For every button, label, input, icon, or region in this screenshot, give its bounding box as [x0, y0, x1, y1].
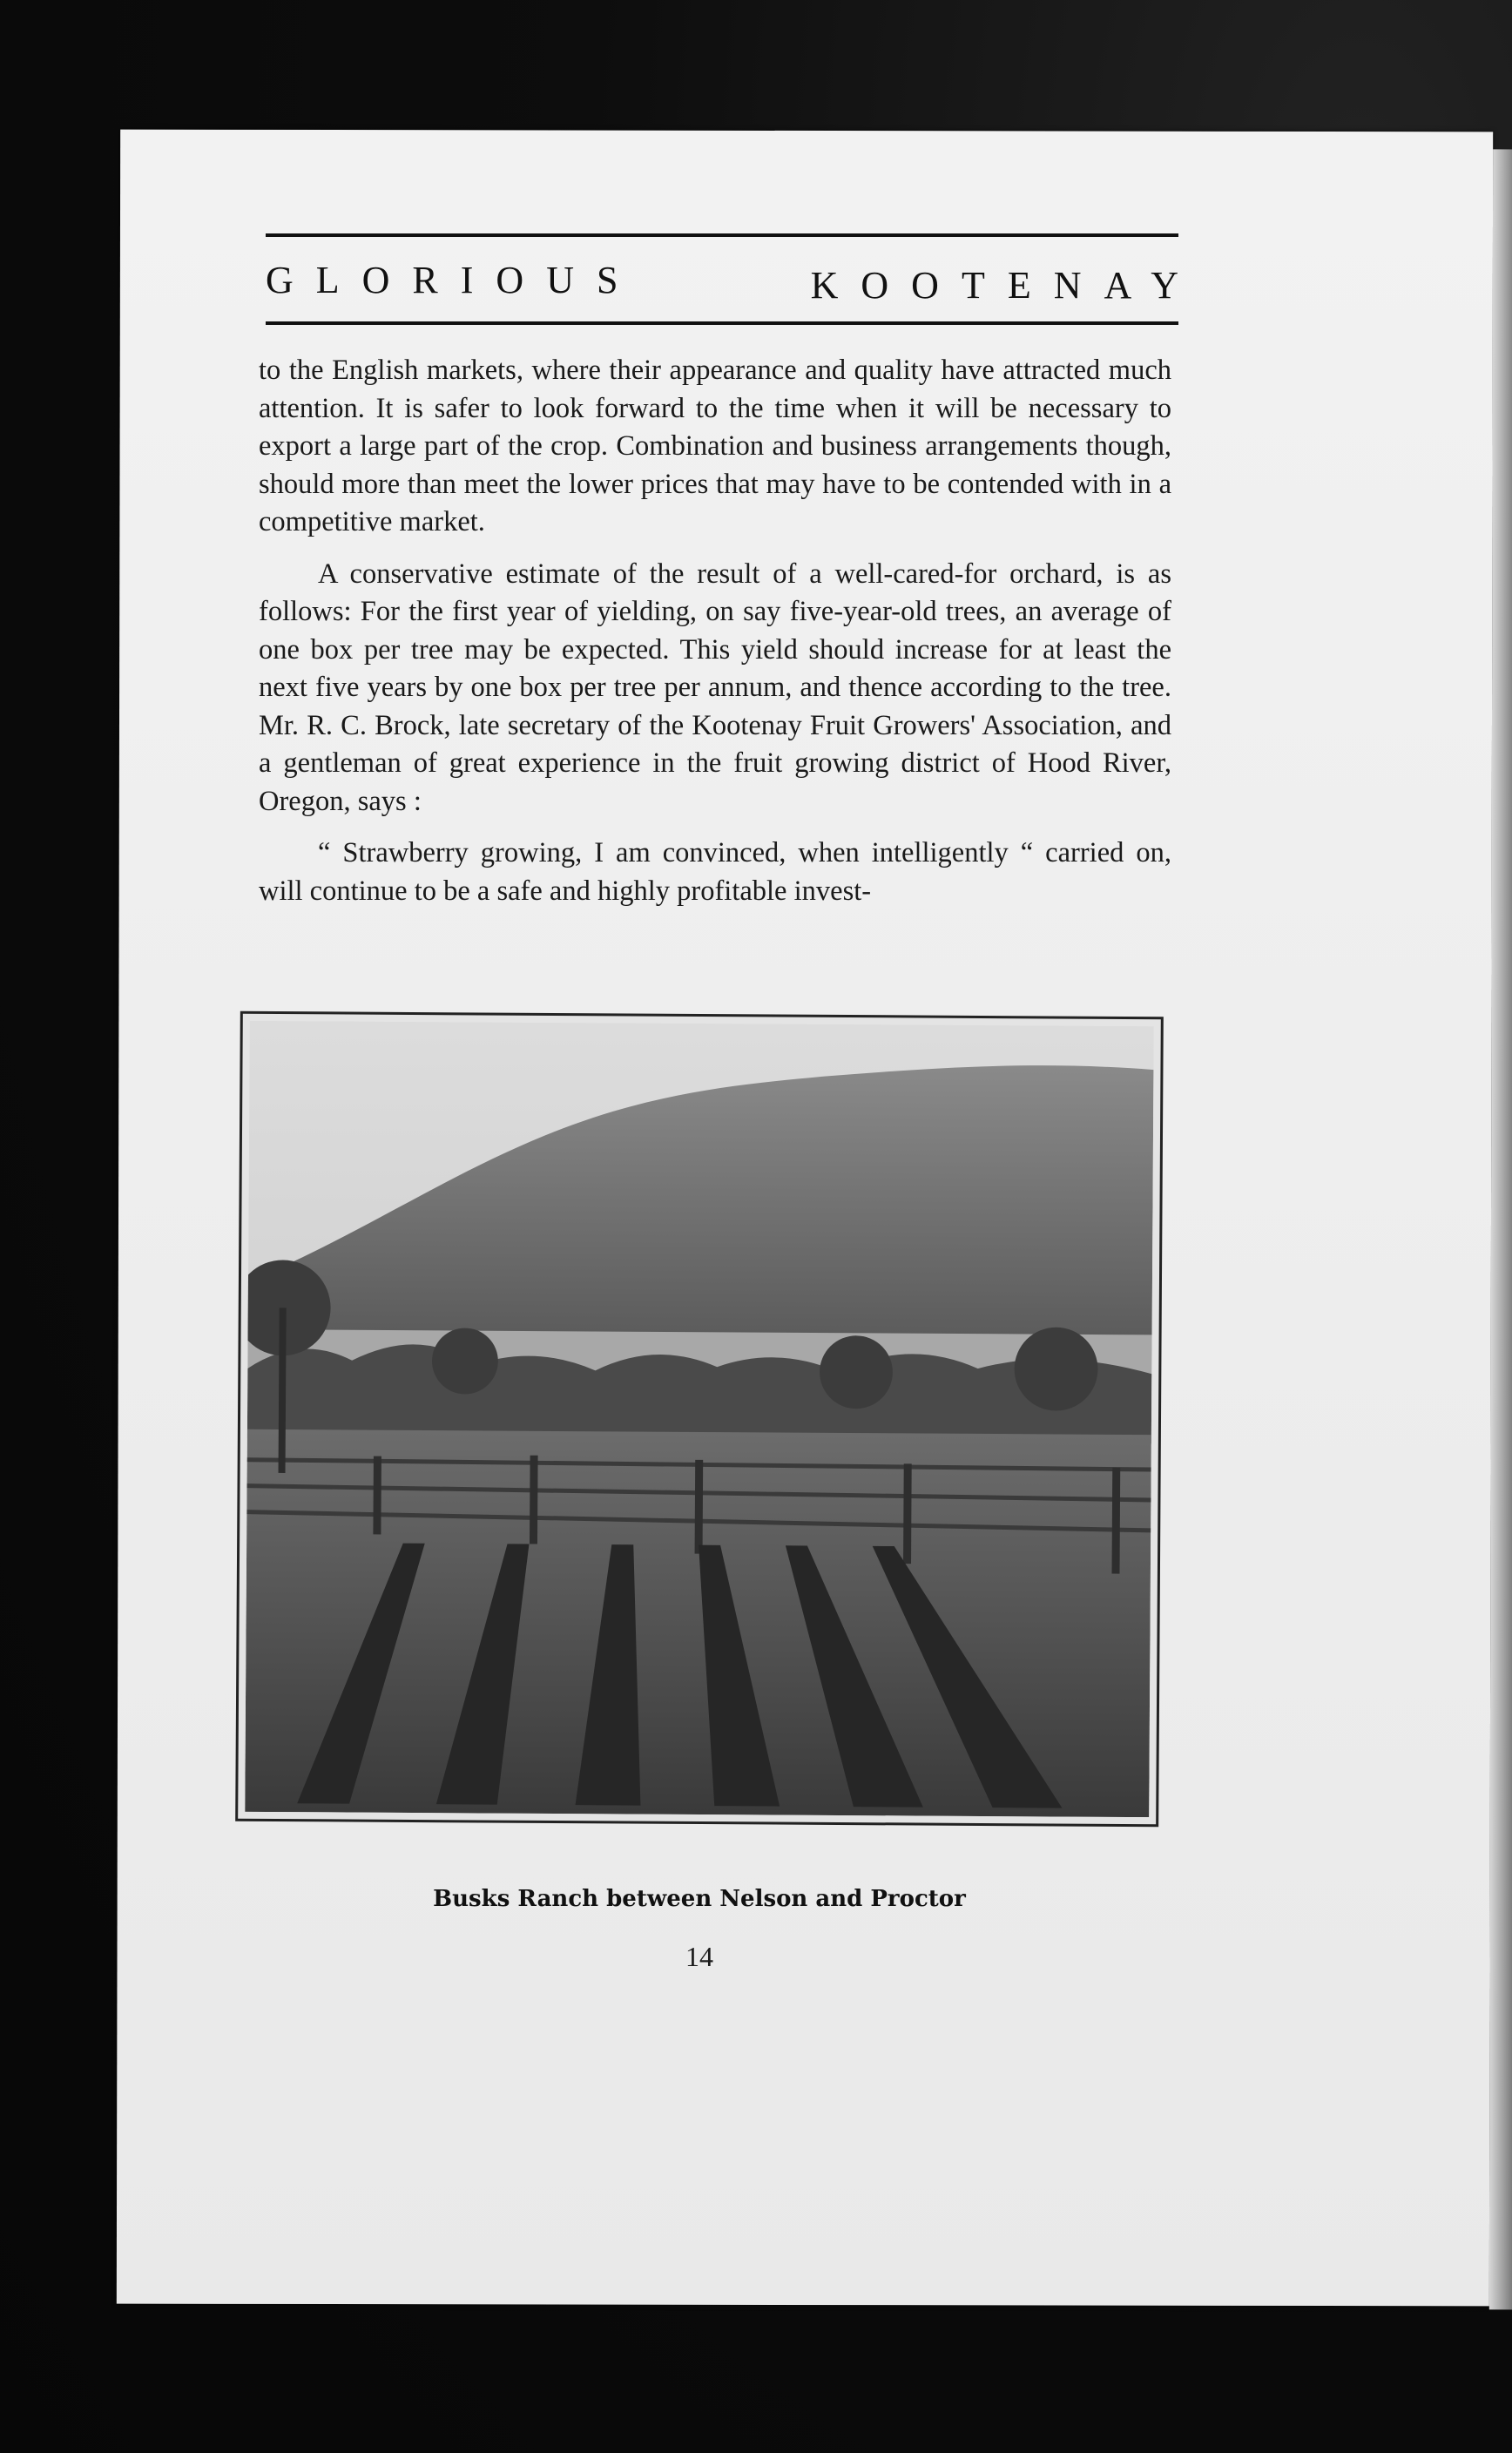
figure-caption: Busks Ranch between Nelson and Proctor [433, 1886, 966, 1912]
paragraph-continuation: to the English markets, where their appearance and quality have attracted much attention. It is safer to look forward to the time when it will be necessary to export a large part of the crop. Combination and business arrangements though, should more than meet the lower prices that may have to be contended with in a competitive market. [259, 355, 1171, 537]
body-text [259, 352, 1171, 924]
ranch-photograph [235, 1011, 1164, 1827]
header-rule-top [266, 233, 1178, 237]
running-header-right: KOOTENAY [810, 264, 1201, 307]
paragraph-strawberry-quote: “ Strawberry growing, I am convinced, when intelligently “ carried on, will continue to be a safe and highly profitable invest- [259, 837, 1171, 907]
page-edge [1489, 149, 1512, 2309]
ranch-photo-image [245, 1021, 1154, 1817]
paragraph-orchard-estimate: A conservative estimate of the result of a well-cared-for orchard, is as follows: For the first year of yielding, on say five-year-old trees, an average of one box per tree may be expected. This yield should increase for at least the next five years by one box per tree per annum, and thence according to the tree. Mr. R. C. Brock, late secretary of the Kootenay Fruit Growers' Association, and a gentleman of great experience in the fruit growing district of Hood River, Oregon, says : [259, 558, 1171, 817]
running-header-left: GLORIOUS [266, 259, 641, 301]
header-rule-bottom [266, 321, 1178, 325]
running-header [266, 251, 1201, 312]
page-number: 14 [685, 1941, 713, 1972]
